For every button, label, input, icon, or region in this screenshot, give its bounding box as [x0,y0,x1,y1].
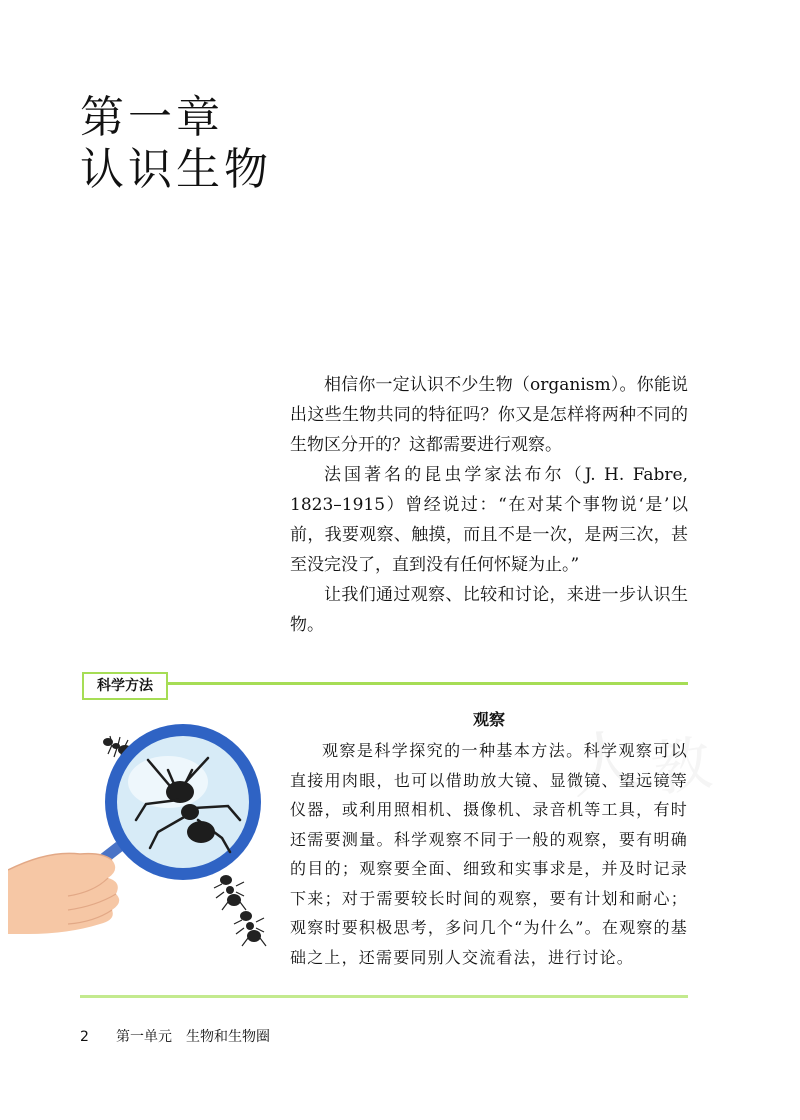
intro-section [290,370,688,640]
page-number: 2 [80,1029,89,1045]
intro-paragraph: 让我们通过观察、比较和讨论，来进一步认识生物。 [290,585,688,635]
section-divider-bottom [80,995,688,998]
svg-text:教: 教 [646,728,716,806]
section-divider-top [166,682,688,685]
chapter-title: 认识生物 [80,144,272,195]
magnifier-ants-illustration [8,720,290,960]
observation-title: 观察 [472,710,505,729]
ant-icon [214,875,246,910]
observation-text: 观察是科学探究的一种基本方法。科学观察可以直接用肉眼，也可以借助放大镜、显微镜、望远镜等仪器，或利用照相机、摄像机、录音机等工具，有时还需要测量。科学观察不同于一般的观察，要有明确的目的；观察要全面、细致和实事求是，并及时记录下来；对于需要较长时间的观察，要有计划和耐心；观察时要积极思考，多问几个“为什么”。在观察的基础之上，还需要同别人交流看法，进行讨论。 [290,741,688,967]
svg-text:人: 人 [564,718,646,810]
science-method-label: 科学方法 [82,672,168,700]
page-footer [80,1026,270,1046]
ant-icon [234,911,266,946]
intro-paragraph: 相信你一定认识不少生物（organism）。你能说出这些生物共同的特征吗？你又是怎样将两种不同的生物区分开的？这都需要进行观察。 [290,375,688,455]
unit-title: 第一单元 生物和生物圈 [116,1029,270,1045]
intro-paragraph: 法国著名的昆虫学家法布尔（J. H. Fabre, 1823–1915）曾经说过：“在对某个事物说‘是’以前，我要观察、触摸，而且不是一次，是两三次，甚至没完没了，直到没有任何怀疑为止。” [290,465,688,575]
chapter-number: 第一章 [80,92,224,143]
